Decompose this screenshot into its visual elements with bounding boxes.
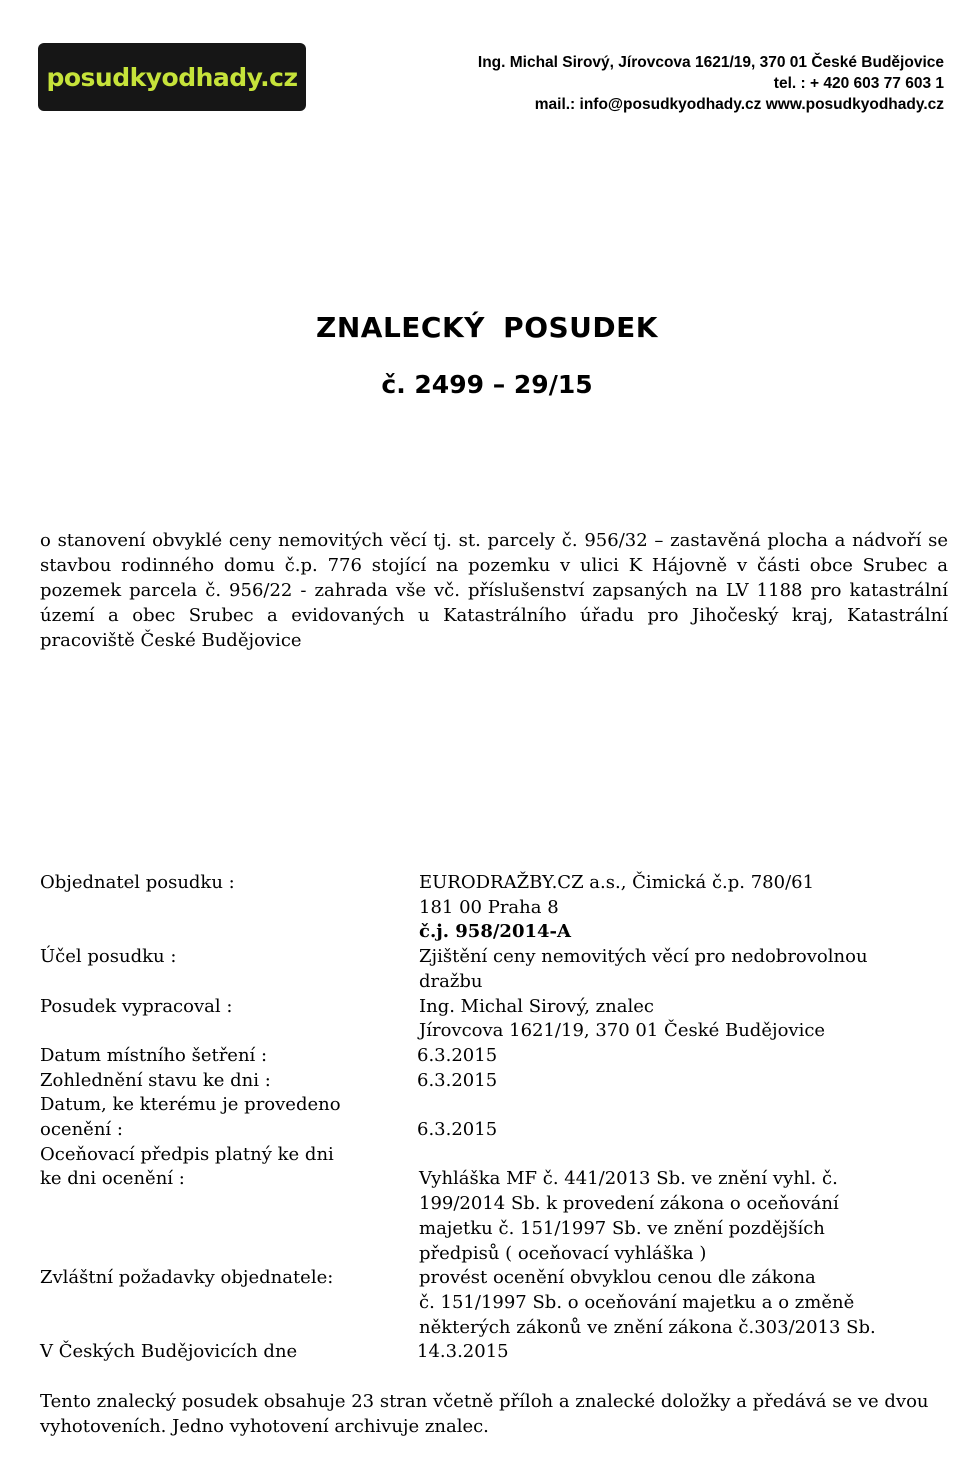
meta-row-author (40, 995, 955, 1044)
inspection-value: 6.3.2015 (417, 1044, 498, 1066)
client-label: Objednatel posudku : (40, 872, 235, 893)
document-subject (40, 528, 948, 653)
valuation-value (417, 1093, 955, 1142)
meta-row-inspection (40, 1044, 955, 1069)
regulation-line: majetku č. 151/1997 Sb. ve znění pozdějších (419, 1217, 825, 1239)
document-title: ZNALECKÝ POSUDEK (316, 311, 658, 344)
requirements-line: některých zákonů ve znění zákona č.303/2013 Sb. (419, 1316, 876, 1338)
valuation-label-line: Datum, ke kterému je provedeno (40, 1094, 341, 1116)
place-date-label: V Českých Budějovicích dne (40, 1341, 298, 1363)
client-line: 181 00 Praha 8 (419, 896, 559, 918)
requirements-line: č. 151/1997 Sb. o oceňování majetku a o změně (419, 1291, 855, 1313)
valuation-date: 6.3.2015 (417, 1119, 498, 1141)
contact-block (478, 52, 944, 115)
meta-row-place-date (40, 1340, 955, 1365)
contact-email-web: mail.: info@posudkyodhady.cz www.posudkyodhady.cz (534, 96, 944, 113)
meta-row-regulation (40, 1143, 955, 1267)
meta-row-state (40, 1069, 955, 1094)
regulation-line: 199/2014 Sb. k provedení zákona o oceňování (419, 1193, 839, 1215)
author-label: Posudek vypracoval : (40, 995, 233, 1017)
regulation-label-line: ke dni ocenění : (40, 1168, 185, 1190)
footer-text: Tento znalecký posudek obsahuje 23 stran včetně příloh a znalecké doložky a předává se ve dvou vyhotoveních. Jedno vyhotovení archivuje znalec. (40, 1391, 929, 1437)
place-date-value: 14.3.2015 (417, 1341, 509, 1363)
logo-text: posudkyodhady.cz (46, 62, 298, 92)
regulation-line: Vyhláška MF č. 441/2013 Sb. ve znění vyhl. č. (419, 1168, 838, 1190)
purpose-line: dražbu (419, 970, 483, 992)
author-line: Jírovcova 1621/19, 370 01 České Budějovice (419, 1020, 826, 1042)
company-logo (38, 43, 306, 111)
inspection-label: Datum místního šetření : (40, 1044, 268, 1066)
client-value (417, 871, 955, 945)
client-reference: č.j. 958/2014-A (419, 921, 571, 943)
meta-row-purpose (40, 945, 955, 994)
valuation-label-line: ocenění : (40, 1119, 123, 1141)
meta-row-client (40, 871, 955, 945)
meta-row-valuation (40, 1093, 955, 1142)
purpose-line: Zjištění ceny nemovitých věcí pro nedobrovolnou (419, 946, 868, 968)
regulation-line: předpisů ( oceňovací vyhláška ) (419, 1242, 707, 1264)
meta-row-requirements (40, 1266, 955, 1340)
regulation-label (40, 1143, 417, 1267)
subject-text: o stanovení obvyklé ceny nemovitých věcí tj. st. parcely č. 956/32 – zastavěná plocha a nádvoří se stavbou rodinného domu č.p. 776 stojící na pozemku v ulici K Hájovně v části obce Srubec a pozemek parcela č. 956/22 - zahrada vše vč. příslušenství zapsaných na LV 1188 pro katastrální území a obec Srubec a evidovaných u Katastrálního úřadu pro Jihočeský kraj, Katastrální pracoviště České Budějovice (40, 530, 948, 651)
requirements-line: provést ocenění obvyklou cenou dle zákona (419, 1267, 816, 1289)
requirements-value (417, 1266, 955, 1340)
regulation-value (417, 1143, 955, 1267)
contact-phone: tel. : + 420 603 77 603 1 (773, 75, 944, 92)
author-value (417, 995, 955, 1044)
author-line: Ing. Michal Sirový, znalec (419, 995, 654, 1017)
document-number: č. 2499 – 29/15 (381, 370, 593, 399)
contact-address: Ing. Michal Sirový, Jírovcova 1621/19, 370 01 České Budějovice (477, 54, 944, 71)
state-label: Zohlednění stavu ke dni : (40, 1069, 271, 1091)
purpose-value (417, 945, 955, 994)
state-value: 6.3.2015 (417, 1069, 498, 1091)
purpose-label: Účel posudku : (40, 946, 177, 968)
client-line: EURODRAŽBY.CZ a.s., Čimická č.p. 780/61 (419, 872, 815, 893)
valuation-label (40, 1093, 417, 1142)
regulation-label-line: Oceňovací předpis platný ke dni (40, 1143, 334, 1165)
document-footer (40, 1389, 940, 1439)
meta-table (40, 871, 955, 1365)
requirements-label: Zvláštní požadavky objednatele: (40, 1267, 334, 1289)
